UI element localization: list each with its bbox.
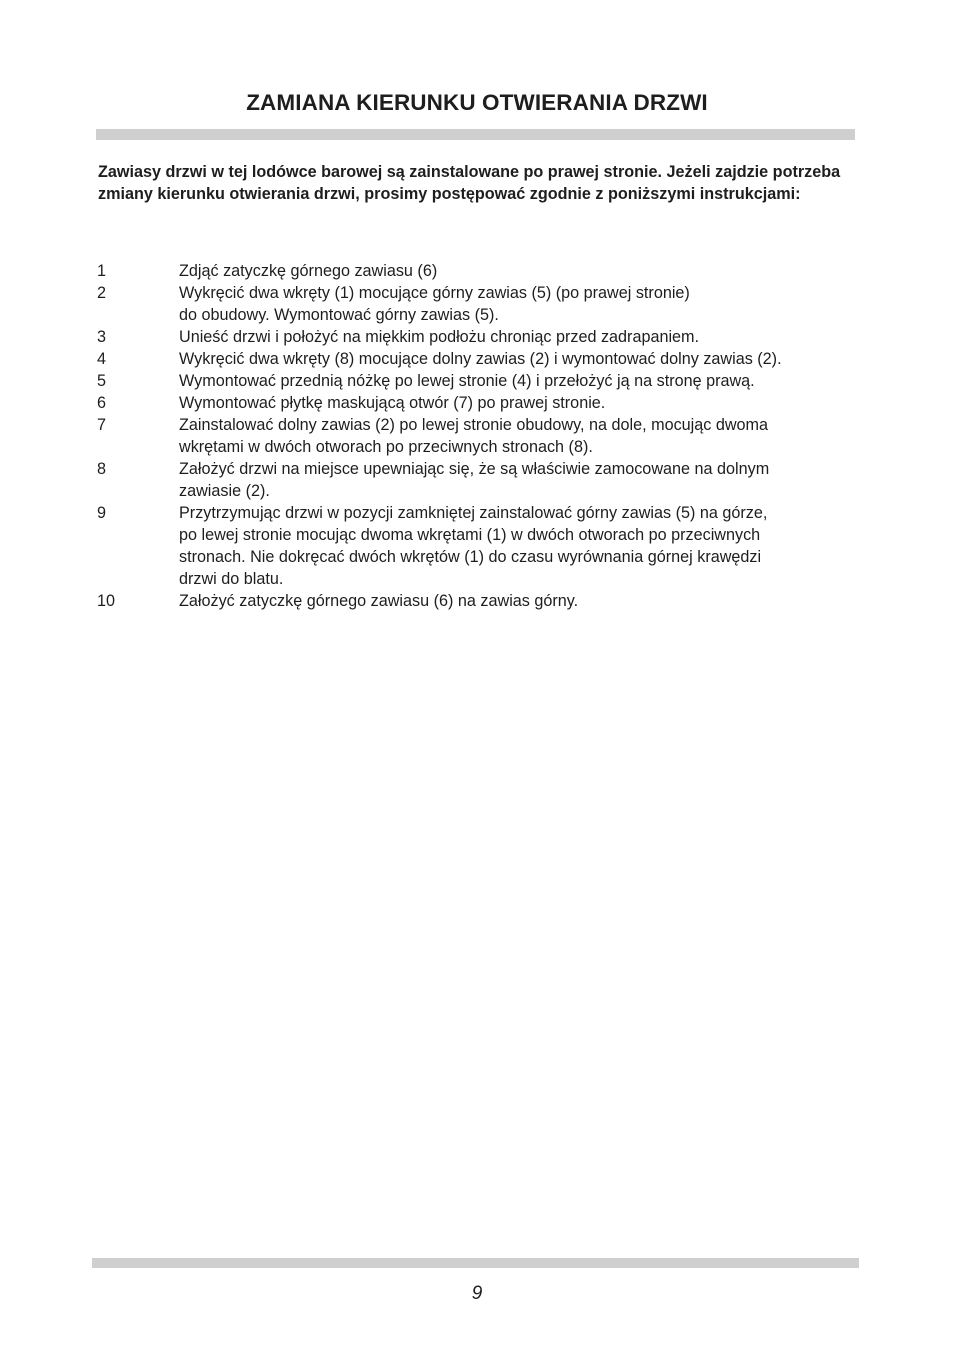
step-text: Zdjąć zatyczkę górnego zawiasu (6) — [179, 262, 438, 280]
step-text: Unieść drzwi i położyć na miękkim podłożu chroniąc przed zadrapaniem. — [179, 328, 700, 346]
step-number: 9 — [97, 504, 107, 522]
instruction-step — [97, 260, 859, 282]
step-number: 10 — [97, 592, 116, 610]
step-text: Zainstalować dolny zawias (2) po lewej stronie obudowy, na dole, mocując dwoma wkrętami w dwóch otworach po przeciwnych stronach (8). — [179, 416, 769, 456]
step-number: 2 — [97, 284, 107, 302]
instruction-step — [97, 348, 859, 370]
instruction-step — [97, 590, 859, 612]
instruction-step — [97, 502, 859, 590]
step-number: 7 — [97, 416, 107, 434]
step-number: 6 — [97, 394, 107, 412]
instruction-list — [97, 260, 859, 612]
instruction-step — [97, 326, 859, 348]
step-text: Założyć drzwi na miejsce upewniając się, że są właściwie zamocowane na dolnym zawiasie (2). — [179, 460, 770, 500]
step-text: Przytrzymując drzwi w pozycji zamkniętej zainstalować górny zawias (5) na górze, po lewej stronie mocując dwoma wkrętami (1) w dwóch otworach po przeciwnych stronach. Nie dokręcać dwóch wkrętów (1) do czasu wyrównania górnej krawędzi drzwi do blatu. — [179, 504, 768, 588]
instruction-step — [97, 458, 859, 502]
step-number: 3 — [97, 328, 107, 346]
instruction-step — [97, 414, 859, 458]
step-number: 8 — [97, 460, 107, 478]
page-number: 9 — [471, 1283, 483, 1304]
footer-divider — [92, 1258, 859, 1268]
step-number: 4 — [97, 350, 107, 368]
instruction-step — [97, 370, 859, 392]
step-number: 5 — [97, 372, 107, 390]
step-text: Wykręcić dwa wkręty (8) mocujące dolny zawias (2) i wymontować dolny zawias (2). — [179, 350, 782, 368]
page-title: ZAMIANA KIERUNKU OTWIERANIA DRZWI — [246, 90, 708, 115]
instruction-step — [97, 392, 859, 414]
step-text: Wykręcić dwa wkręty (1) mocujące górny zawias (5) (po prawej stronie) do obudowy. Wymontować górny zawias (5). — [179, 284, 690, 324]
step-text: Wymontować płytkę maskującą otwór (7) po prawej stronie. — [179, 394, 606, 412]
step-number: 1 — [97, 262, 107, 280]
step-text: Założyć zatyczkę górnego zawiasu (6) na zawias górny. — [179, 592, 579, 610]
instruction-step — [97, 282, 859, 326]
header-divider — [96, 129, 855, 140]
intro-paragraph: Zawiasy drzwi w tej lodówce barowej są zainstalowane po prawej stronie. Jeżeli zajdzie potrzeba zmiany kierunku otwierania drzwi, prosimy postępować zgodnie z poniższymi instrukcjami: — [98, 163, 841, 203]
step-text: Wymontować przednią nóżkę po lewej stronie (4) i przełożyć ją na stronę prawą. — [179, 372, 755, 390]
